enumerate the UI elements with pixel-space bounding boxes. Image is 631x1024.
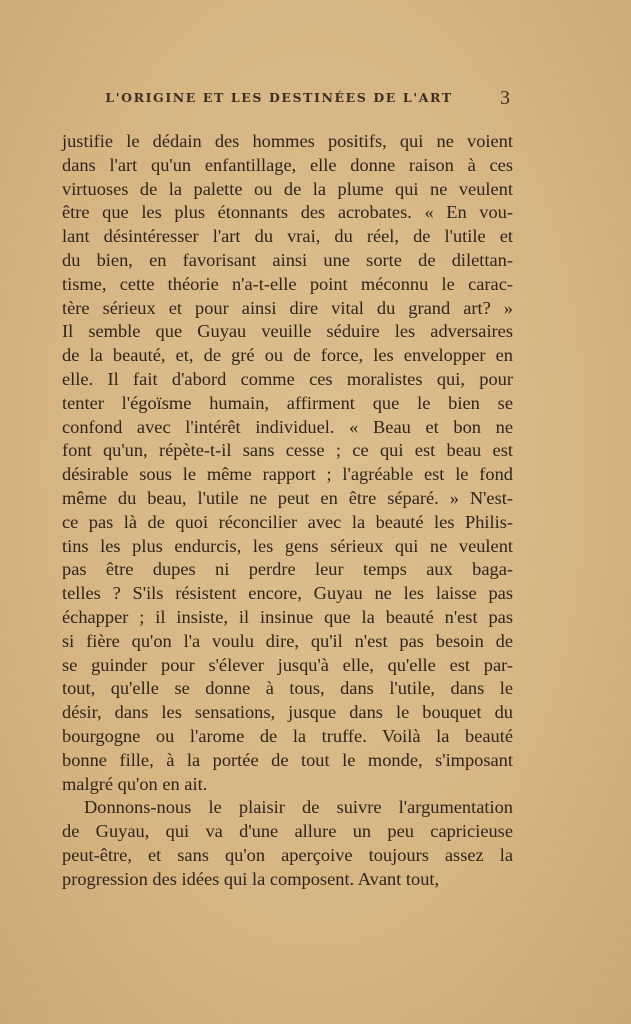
text-line: se guinder pour s'élever jusqu'à elle, qu'elle est par- (62, 654, 513, 675)
text-line: tisme, cette théorie n'a-t-elle point méconnu le carac- (62, 273, 513, 294)
text-line: tenter l'égoïsme humain, affirment que le bien se (62, 392, 513, 413)
text-line: être que les plus étonnants des acrobates. « En vou- (62, 202, 513, 223)
text-line: Il semble que Guyau veuille séduire les adversaires (62, 321, 513, 342)
text-line: tins les plus endurcis, les gens sérieux qui ne veulent (62, 535, 513, 556)
text-line: bonne fille, à la portée de tout le monde, s'imposant (62, 749, 513, 770)
text-line: virtuoses de la palette ou de la plume qui ne veulent (62, 178, 513, 199)
text-line: confond avec l'intérêt individuel. « Beau et bon ne (62, 416, 513, 437)
text-line: bourgogne ou l'arome de la truffe. Voilà la beauté (62, 725, 513, 746)
text-line: font qu'un, répète-t-il sans cesse ; ce qui est beau est (62, 440, 513, 461)
text-line: ce pas là de quoi réconcilier avec la beauté les Philis- (62, 511, 513, 532)
text-line: progression des idées qui la composent. Avant tout, (62, 868, 440, 889)
text-line: dans l'art qu'un enfantillage, elle donne raison à ces (62, 154, 513, 175)
text-line: pas être dupes ni perdre leur temps aux baga- (62, 559, 513, 580)
text-line: de la beauté, et, de gré ou de force, les envelopper en (62, 345, 513, 366)
text-line: telles ? S'ils résistent encore, Guyau ne les laisse pas (62, 583, 513, 604)
text-line: Donnons-nous le plaisir de suivre l'argumentation (84, 797, 513, 818)
text-line: peut-être, et sans qu'on aperçoive toujours assez la (62, 844, 513, 865)
body-text (62, 130, 513, 892)
text-line: du bien, en favorisant ainsi une sorte de dilettan- (62, 249, 513, 270)
text-line: lant désintéresser l'art du vrai, du réel, de l'utile et (62, 226, 513, 247)
text-line: justifie le dédain des hommes positifs, qui ne voient (62, 131, 513, 151)
text-line: tère sérieux et pour ainsi dire vital du grand art? » (62, 297, 513, 318)
page-number: 3 (500, 87, 510, 109)
text-line: désirable sous le même rapport ; l'agréable est le fond (62, 464, 513, 485)
text-line: malgré qu'on en ait. (62, 773, 208, 794)
text-line: désir, dans les sensations, jusque dans le bouquet du (62, 702, 513, 723)
text-line: tout, qu'elle se donne à tous, dans l'utile, dans le (62, 678, 513, 699)
text-line: même du beau, l'utile ne peut en être séparé. » N'est- (62, 487, 513, 508)
text-line: de Guyau, qui va d'une allure un peu capricieuse (62, 821, 513, 842)
text-line: elle. Il fait d'abord comme ces moralistes qui, pour (62, 368, 513, 389)
running-title: L'ORIGINE ET LES DESTINÉES DE L'ART (105, 90, 453, 105)
text-line: si fière qu'on l'a voulu dire, qu'il n'est pas besoin de (62, 630, 513, 651)
text-line: échapper ; il insiste, il insinue que la beauté n'est pas (62, 606, 513, 627)
